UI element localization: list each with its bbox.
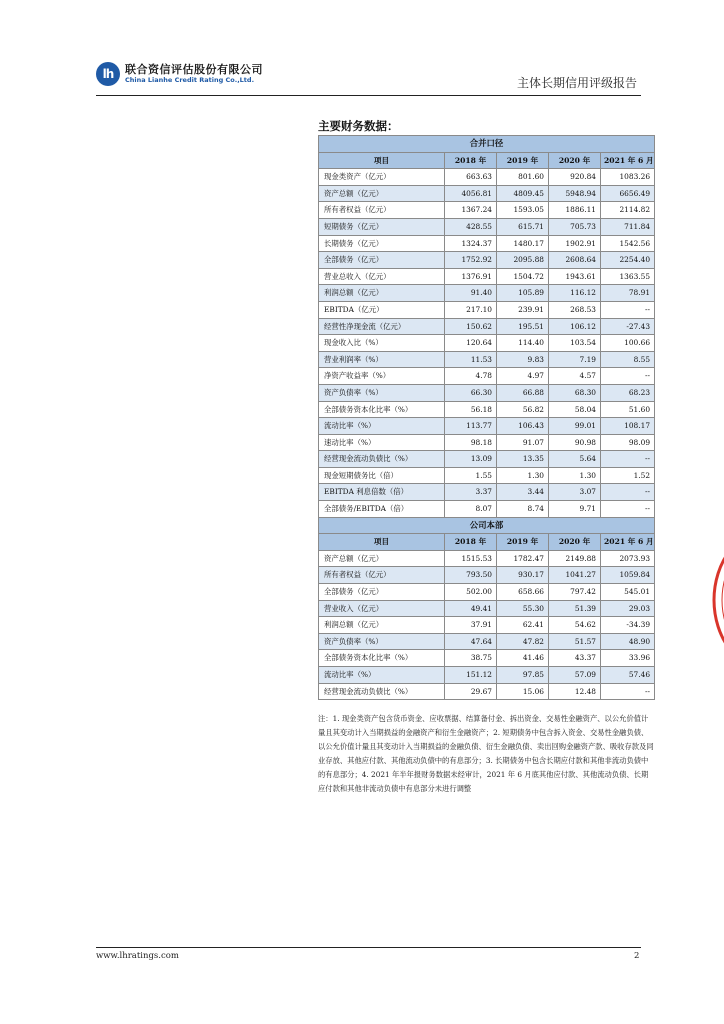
cell-value: 48.90 [601,633,655,650]
cell-value: 113.77 [445,418,497,435]
cell-value: 108.17 [601,418,655,435]
parent-header-row [319,534,655,551]
cell-value: 62.41 [497,617,549,634]
cell-value: 1363.55 [601,268,655,285]
cell-value: 2114.82 [601,202,655,219]
row-label: 全部债务（亿元） [319,252,445,269]
row-label: 所有者权益（亿元） [319,202,445,219]
row-label: 利润总额（亿元） [319,617,445,634]
column-header: 2021 年 6 月 [601,534,655,551]
table-row [319,384,655,401]
cell-value: -27.43 [601,318,655,335]
cell-value: 1.52 [601,467,655,484]
row-label: 全部债务/EBITDA（倍） [319,501,445,518]
column-header: 2020 年 [549,534,601,551]
cell-value: 793.50 [445,567,497,584]
row-label: EBITDA（亿元） [319,301,445,318]
cell-value: 3.44 [497,484,549,501]
cell-value: 15.06 [497,683,549,700]
cell-value: 91.07 [497,434,549,451]
company-name-cn: 联合资信评估股份有限公司 [125,63,263,76]
row-label: 营业利润率（%） [319,351,445,368]
cell-value: 1886.11 [549,202,601,219]
table-row [319,301,655,318]
table-footnote: 注：1. 现金类资产包含货币资金、应收票据、结算备付金、拆出资金、交易性金融资产、以公允价值计量且其变动计入当期损益的金融资产和衍生金融资产；2. 短期债务中包含拆入资金、交易性金融负债、以公允价值计量且其变动计入当期损益的金融负债、衍生金融负债、卖出回购金融资产款、吸收存款及同业存放、其他应付款、其他流动负债中的有息部分；3. 长期债务中包含长期应付款和其他非流动负债中的有息部分；4. 2021 年半年报财务数据未经审计，2021 年 6 月底其他应付款、其他流动负债、长期应付款和其他非流动负债中有息部分未进行调整 [318,714,654,794]
column-header: 2021 年 6 月 [601,152,655,169]
cell-value: 57.46 [601,667,655,684]
table-row [319,600,655,617]
cell-value: -- [601,301,655,318]
row-label: 流动比率（%） [319,418,445,435]
row-label: 长期债务（亿元） [319,235,445,252]
row-label: EBITDA 利息倍数（倍） [319,484,445,501]
consolidated-header-row [319,152,655,169]
cell-value: 615.71 [497,218,549,235]
row-label: 现金收入比（%） [319,335,445,352]
cell-value: 97.85 [497,667,549,684]
cell-value: 663.63 [445,169,497,186]
cell-value: 1480.17 [497,235,549,252]
table-row [319,467,655,484]
row-label: 全部债务资本化比率（%） [319,401,445,418]
cell-value: 51.57 [549,633,601,650]
parent-company-section [319,517,655,700]
cell-value: 1041.27 [549,567,601,584]
cell-value: 51.60 [601,401,655,418]
cell-value: 11.53 [445,351,497,368]
table-row [319,667,655,684]
cell-value: 502.00 [445,584,497,601]
cell-value: 66.88 [497,384,549,401]
cell-value: 1376.91 [445,268,497,285]
section-title: 主要财务数据： [318,119,399,133]
cell-value: 8.55 [601,351,655,368]
cell-value: 91.40 [445,285,497,302]
cell-value: 428.55 [445,218,497,235]
cell-value: -- [601,484,655,501]
cell-value: 7.19 [549,351,601,368]
cell-value: 1.30 [497,467,549,484]
row-label: 资产负债率（%） [319,633,445,650]
cell-value: 801.60 [497,169,549,186]
row-label: 资产总额（亿元） [319,185,445,202]
table-row [319,418,655,435]
row-label: 净资产收益率（%） [319,368,445,385]
cell-value: 2073.93 [601,550,655,567]
cell-value: 217.10 [445,301,497,318]
row-label: 所有者权益（亿元） [319,567,445,584]
company-seal-stamp [700,520,724,680]
cell-value: 2095.88 [497,252,549,269]
column-header: 2019 年 [497,152,549,169]
cell-value: 98.18 [445,434,497,451]
page-number: 2 [634,951,640,961]
cell-value: 1943.61 [549,268,601,285]
cell-value: 55.30 [497,600,549,617]
row-label: 流动比率（%） [319,667,445,684]
cell-value: 1752.92 [445,252,497,269]
table-row [319,683,655,700]
row-label: 经营现金流动负债比（%） [319,683,445,700]
cell-value: 930.17 [497,567,549,584]
cell-value: 1515.53 [445,550,497,567]
page-header [96,58,641,98]
cell-value: 9.83 [497,351,549,368]
cell-value: 545.01 [601,584,655,601]
cell-value: -- [601,451,655,468]
row-label: 资产负债率（%） [319,384,445,401]
company-logo-icon: lh [96,62,120,86]
cell-value: 105.89 [497,285,549,302]
cell-value: 4.57 [549,368,601,385]
cell-value: 78.91 [601,285,655,302]
row-label: 资产总额（亿元） [319,550,445,567]
cell-value: 38.75 [445,650,497,667]
cell-value: 120.64 [445,335,497,352]
cell-value: 151.12 [445,667,497,684]
cell-value: 239.91 [497,301,549,318]
cell-value: 4056.81 [445,185,497,202]
cell-value: 29.67 [445,683,497,700]
cell-value: 106.43 [497,418,549,435]
cell-value: 920.84 [549,169,601,186]
financial-table-container [318,135,654,700]
cell-value: 13.35 [497,451,549,468]
cell-value: 2254.40 [601,252,655,269]
cell-value: 66.30 [445,384,497,401]
column-header: 2020 年 [549,152,601,169]
cell-value: 37.91 [445,617,497,634]
cell-value: 51.39 [549,600,601,617]
company-name-en: China Lianhe Credit Rating Co.,Ltd. [125,76,255,84]
cell-value: 1324.37 [445,235,497,252]
table-row [319,268,655,285]
row-label: 利润总额（亿元） [319,285,445,302]
cell-value: 90.98 [549,434,601,451]
cell-value: 49.41 [445,600,497,617]
cell-value: 47.82 [497,633,549,650]
cell-value: 58.04 [549,401,601,418]
table-row [319,368,655,385]
cell-value: 1083.26 [601,169,655,186]
table-row [319,335,655,352]
cell-value: 1593.05 [497,202,549,219]
column-header: 项目 [319,152,445,169]
cell-value: 2608.64 [549,252,601,269]
footer-website: www.lhratings.com [96,951,179,961]
cell-value: 33.96 [601,650,655,667]
cell-value: 1542.56 [601,235,655,252]
cell-value: 5.64 [549,451,601,468]
seal-stamp-icon [700,520,724,680]
table-row [319,584,655,601]
row-label: 现金类资产（亿元） [319,169,445,186]
cell-value: 56.82 [497,401,549,418]
table-row [319,484,655,501]
cell-value: 705.73 [549,218,601,235]
table-row [319,567,655,584]
cell-value: 1367.24 [445,202,497,219]
cell-value: 8.74 [497,501,549,518]
cell-value: 103.54 [549,335,601,352]
table-row [319,633,655,650]
cell-value: 116.12 [549,285,601,302]
cell-value: 9.71 [549,501,601,518]
cell-value: 1.30 [549,467,601,484]
table-row [319,351,655,368]
table-row [319,285,655,302]
document-type: 主体长期信用评级报告 [516,76,637,90]
row-label: 经营性净现金流（亿元） [319,318,445,335]
cell-value: 68.30 [549,384,601,401]
cell-value: 12.48 [549,683,601,700]
cell-value: 106.12 [549,318,601,335]
cell-value: 57.09 [549,667,601,684]
table-row [319,252,655,269]
cell-value: 41.46 [497,650,549,667]
cell-value: 1.55 [445,467,497,484]
table-row [319,451,655,468]
cell-value: 150.62 [445,318,497,335]
consolidated-group-title: 合并口径 [319,136,655,153]
cell-value: 100.66 [601,335,655,352]
cell-value: 99.01 [549,418,601,435]
table-row [319,202,655,219]
cell-value: -34.39 [601,617,655,634]
cell-value: 3.07 [549,484,601,501]
table-row [319,318,655,335]
cell-value: -- [601,501,655,518]
cell-value: 195.51 [497,318,549,335]
cell-value: -- [601,683,655,700]
cell-value: 268.53 [549,301,601,318]
consolidated-section [319,136,655,518]
cell-value: 2149.88 [549,550,601,567]
cell-value: 797.42 [549,584,601,601]
table-row [319,650,655,667]
cell-value: 1504.72 [497,268,549,285]
table-row [319,501,655,518]
row-label: 全部债务（亿元） [319,584,445,601]
column-header: 2018 年 [445,152,497,169]
cell-value: 29.03 [601,600,655,617]
cell-value: 658.66 [497,584,549,601]
cell-value: 1059.84 [601,567,655,584]
table-row [319,185,655,202]
cell-value: -- [601,368,655,385]
cell-value: 114.40 [497,335,549,352]
cell-value: 54.62 [549,617,601,634]
financial-data-table [318,135,655,700]
cell-value: 43.37 [549,650,601,667]
cell-value: 711.84 [601,218,655,235]
footer-divider [96,947,641,948]
header-divider [96,95,641,96]
cell-value: 4.97 [497,368,549,385]
table-row [319,434,655,451]
table-row [319,218,655,235]
cell-value: 4.78 [445,368,497,385]
table-row [319,401,655,418]
table-row [319,550,655,567]
cell-value: 1782.47 [497,550,549,567]
cell-value: 5948.94 [549,185,601,202]
row-label: 营业总收入（亿元） [319,268,445,285]
row-label: 速动比率（%） [319,434,445,451]
row-label: 经营现金流动负债比（%） [319,451,445,468]
row-label: 全部债务资本化比率（%） [319,650,445,667]
table-row [319,235,655,252]
row-label: 短期债务（亿元） [319,218,445,235]
parent-group-title: 公司本部 [319,517,655,534]
cell-value: 13.09 [445,451,497,468]
table-row [319,617,655,634]
column-header: 项目 [319,534,445,551]
cell-value: 98.09 [601,434,655,451]
cell-value: 6656.49 [601,185,655,202]
column-header: 2019 年 [497,534,549,551]
row-label: 现金短期债务比（倍） [319,467,445,484]
cell-value: 47.64 [445,633,497,650]
cell-value: 4809.45 [497,185,549,202]
cell-value: 68.23 [601,384,655,401]
cell-value: 8.07 [445,501,497,518]
table-row [319,169,655,186]
cell-value: 56.18 [445,401,497,418]
cell-value: 1902.91 [549,235,601,252]
cell-value: 3.37 [445,484,497,501]
column-header: 2018 年 [445,534,497,551]
row-label: 营业收入（亿元） [319,600,445,617]
